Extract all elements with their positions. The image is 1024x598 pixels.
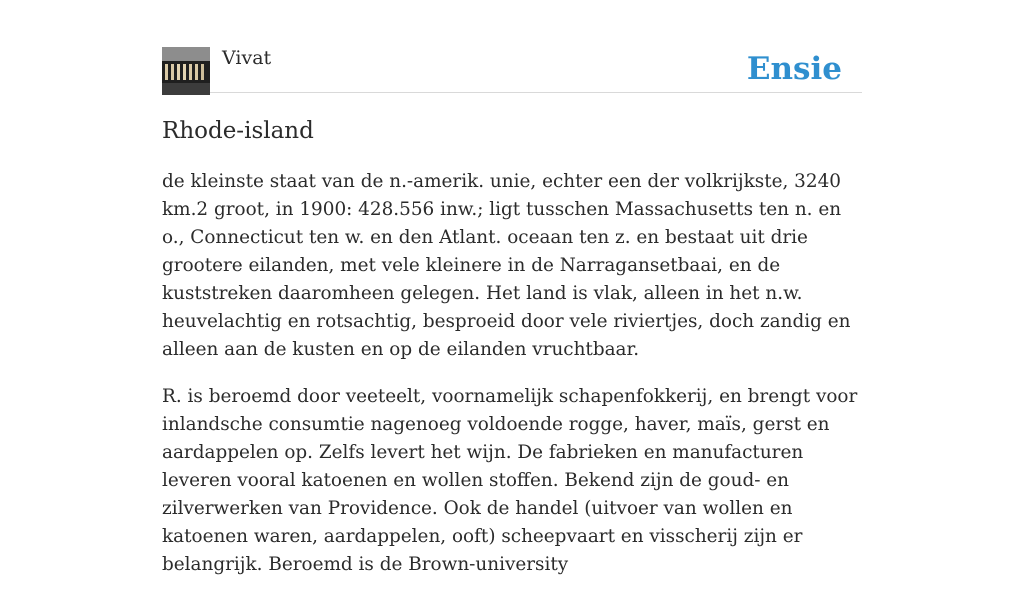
article-paragraph: de kleinste staat van de n.-amerik. unie, echter een der volkrijkste, 3240 km.2 groot, in 1900: 428.556 inw.; ligt tusschen Massachusetts ten n. en o., Connecticut ten w. en den Atlant. oceaan ten z. en bestaat uit drie grootere eilanden, met vele kleinere in de Narragansetbaai, en de kuststreken daaromheen gelegen. Het land is vlak, alleen in het n.w. heuvelachtig en rotsachtig, besproeid door vele riviertjes, doch zandig en alleen aan de kusten en op de eilanden vruchtbaar. xyxy=(162,171,851,360)
page-header xyxy=(162,46,862,93)
author-avatar[interactable] xyxy=(162,47,210,95)
brand-logo[interactable]: Ensie xyxy=(746,51,842,87)
article-paragraph: R. is beroemd door veeteelt, voornamelijk schapenfokkerij, en brengt voor inlandsche consumtie nagenoeg voldoende rogge, haver, maïs, gerst en aardappelen op. Zelfs levert het wijn. De fabrieken en manufacturen leveren vooral katoenen en wollen stoffen. Bekend zijn de goud- en zilverwerken van Providence. Ook de handel (uitvoer van wollen en katoenen waren, aardappelen, ooft) scheepvaart en visscherij zijn er belangrijk. Beroemd is de Brown-university xyxy=(162,386,858,575)
author-name[interactable]: Vivat xyxy=(222,47,272,69)
avatar-image xyxy=(162,47,210,95)
article-body xyxy=(162,168,864,598)
article-title: Rhode-island xyxy=(162,118,314,144)
